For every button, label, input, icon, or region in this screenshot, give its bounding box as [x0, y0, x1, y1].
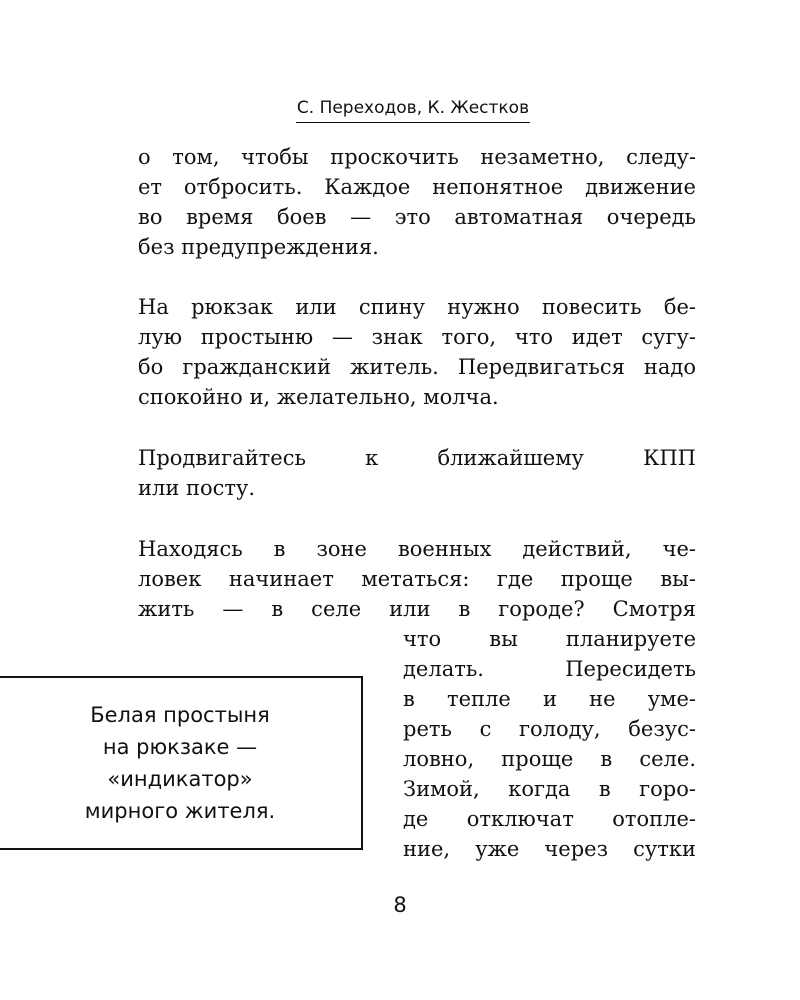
callout-box [0, 676, 363, 850]
text-line: ние, уже через сутки [403, 837, 696, 861]
text-line: во время боев — это автоматная очередь [138, 205, 696, 229]
text-line: или посту. [138, 476, 256, 500]
text-line: Продвигайтесь к ближайшему КПП [138, 446, 696, 470]
text-line: реть с голоду, безус- [403, 717, 696, 741]
text-line: без предупреждения. [138, 235, 379, 259]
text-line: На рюкзак или спину нужно повесить бе- [138, 295, 696, 319]
text-line: спокойно и, желательно, молча. [138, 385, 499, 409]
text-line: ет отбросить. Каждое непонятное движение [138, 175, 696, 199]
running-head: С. Переходов, К. Жестков [296, 97, 530, 123]
text-line: о том, чтобы проскочить незаметно, следу- [138, 145, 696, 169]
text-line: в тепле и не уме- [403, 687, 696, 711]
text-line: делать. Пересидеть [403, 657, 696, 681]
text-line: Находясь в зоне военных действий, че- [138, 537, 696, 561]
text-line: бо гражданский житель. Передвигаться надо [138, 355, 696, 379]
callout-line: Белая простыня [90, 703, 270, 727]
callout-line: «индикатор» [107, 767, 253, 791]
text-line: что вы планируете [403, 627, 696, 651]
callout-line: на рюкзаке — [102, 735, 258, 759]
callout-text [85, 699, 275, 827]
text-line: жить — в селе или в городе? Смотря [138, 597, 696, 621]
page-number: 8 [393, 893, 407, 917]
text-line: ловно, проще в селе. [403, 747, 696, 771]
callout-line: мирного жителя. [84, 799, 276, 823]
text-line: Зимой, когда в горо- [403, 777, 696, 801]
text-line: де отключат отопле- [403, 807, 696, 831]
text-line: ловек начинает метаться: где проще вы- [138, 567, 696, 591]
text-line: лую простыню — знак того, что идет сугу- [138, 325, 696, 349]
